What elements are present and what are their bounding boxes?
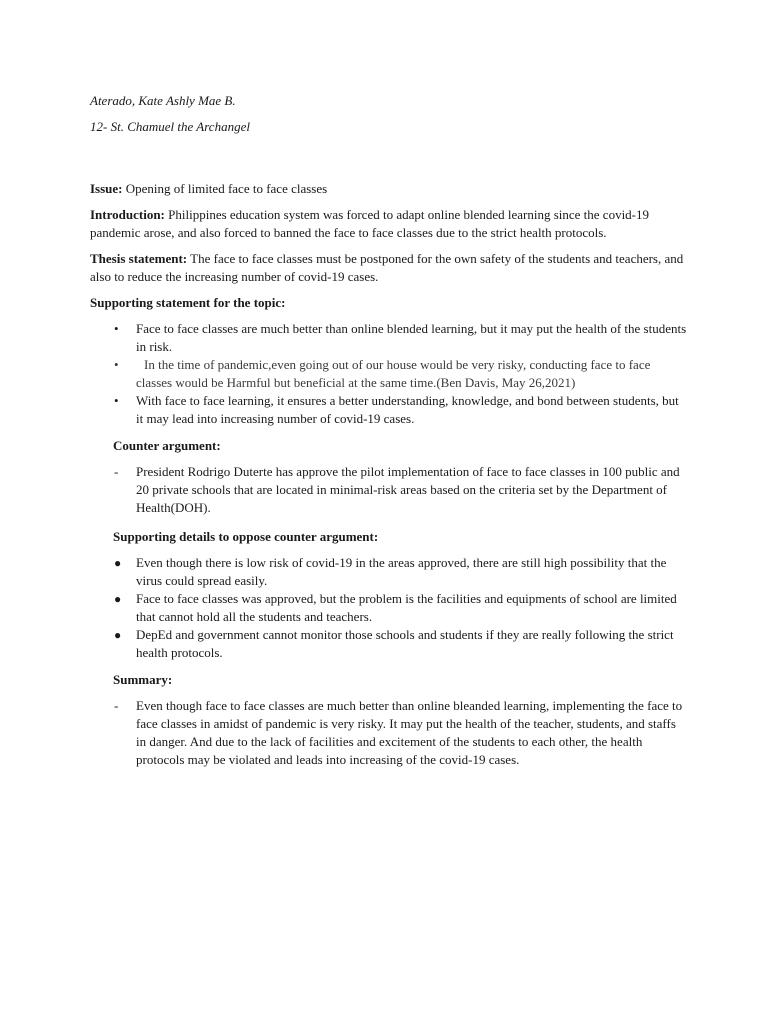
introduction-label: Introduction: [90,207,165,222]
list-item [90,590,688,626]
oppose-list [90,554,688,662]
list-item-text: Face to face classes was approved, but the problem is the facilities and equipments of school are limited that cannot hold all the students and teachers. [136,591,677,624]
list-item [90,392,688,428]
bullet-marker: • [114,357,119,372]
dash-marker: - [114,698,119,713]
dash-marker: - [114,464,119,479]
list-item [90,626,688,662]
list-item-text: Even though there is low risk of covid-19 in the areas approved, there are still high possibility that the virus could spread easily. [136,555,667,588]
bullet-marker: • [114,321,119,336]
summary-text: Even though face to face classes are much better than online bleanded learning, implementing the face to face classes in amidst of pandemic is very risky. It may put the health of the teacher, students, and staffs in danger. And due to the lack of facilities and excitement of the students to each other, the health protocols may be violated and leads into increasing of the covid-19 cases. [136,698,683,767]
list-item-text: In the time of pandemic,even going out of our house would be very risky, conducting face to face classes would be Harmful but beneficial at the same time.(Ben Davis, May 26,2021) [136,357,651,390]
issue-text: Opening of limited face to face classes [125,181,328,196]
bullet-marker: ● [114,628,122,642]
thesis-label: Thesis statement: [90,251,188,266]
summary-item [90,697,688,769]
bullet-marker: ● [114,592,122,606]
counter-text: President Rodrigo Duterte has approve the pilot implementation of face to face classes in 100 public and 20 private schools that are located in minimal-risk areas based on the criteria set by the Department of Health(DOH). [136,464,680,515]
author-name: Aterado, Kate Ashly Mae B. [90,93,236,108]
supporting-list [90,320,688,428]
issue-label: Issue: [90,181,123,196]
author-section: 12- St. Chamuel the Archangel [90,119,250,134]
introduction-paragraph [90,206,688,242]
thesis-paragraph [90,250,688,286]
list-item [90,554,688,590]
thesis-text: The face to face classes must be postponed for the own safety of the students and teachers, and also to reduce the increasing number of covid-19 cases. [90,251,684,284]
list-item [90,356,688,392]
supporting-title: Supporting statement for the topic: [90,295,286,310]
oppose-title: Supporting details to oppose counter argument: [113,529,379,544]
list-item-text: Face to face classes are much better than online blended learning, but it may put the health of the students in risk. [136,321,687,354]
list-item [90,320,688,356]
introduction-text: Philippines education system was forced to adapt online blended learning since the covid-19 pandemic arose, and also forced to banned the face to face classes due to the strict health protocols. [90,207,650,240]
bullet-marker: ● [114,556,122,570]
issue-paragraph [90,180,688,198]
summary-title: Summary: [113,672,173,687]
counter-item [90,463,688,517]
counter-title: Counter argument: [113,438,221,453]
list-item-text: With face to face learning, it ensures a better understanding, knowledge, and bond between students, but it may lead into increasing number of covid-19 cases. [136,393,679,426]
bullet-marker: • [114,393,119,408]
list-item-text: DepEd and government cannot monitor those schools and students if they are really following the strict health protocols. [136,627,674,660]
